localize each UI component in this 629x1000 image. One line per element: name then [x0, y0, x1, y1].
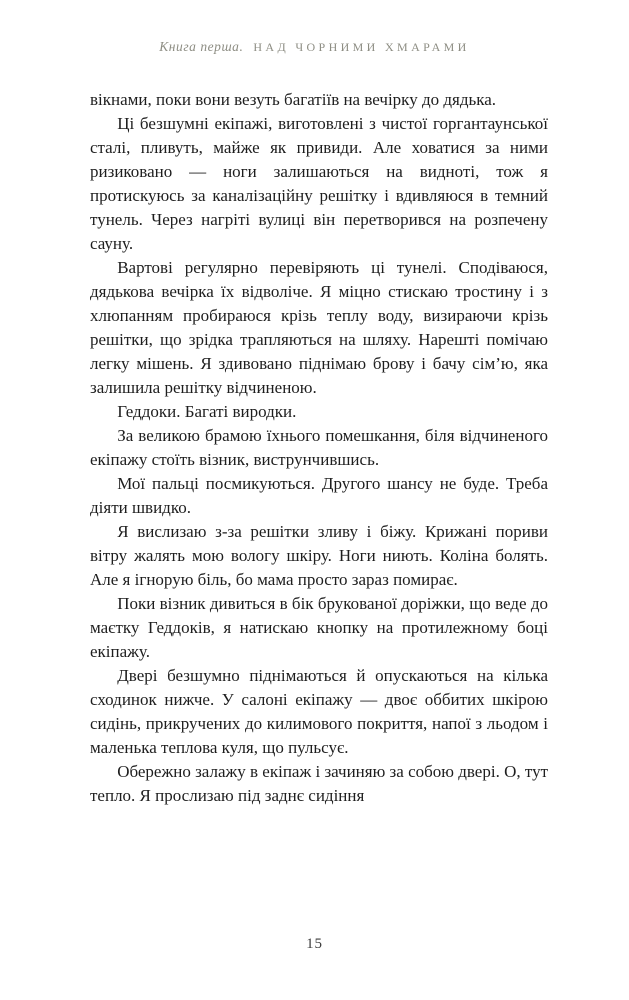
paragraph: вікнами, поки вони везуть багатіїв на вечірку до дядька.: [90, 90, 497, 109]
paragraph: Геддоки. Багаті виродки.: [117, 402, 297, 421]
paragraph: Вартові регулярно перевіряють ці тунелі. Сподіваюся, дядькова вечірка їх відволіче. Я міцно стискаю тростину і з хлюпанням пробираюся крізь теплу воду, визираючи крізь решітки, що зрідка трапляються на шляху. Нарешті помічаю легку мішень. Я здивовано піднімаю брову і бачу сім’ю, яка залишила решітку відчиненою.: [90, 258, 548, 397]
running-header: [0, 38, 629, 56]
paragraph: Я вислизаю з-за решітки зливу і біжу. Крижані пориви вітру жалять мою вологу шкіру. Ноги ниють. Коліна болять. Але я ігнорую біль, бо мама просто зараз помирає.: [90, 522, 548, 589]
book-label: Книга перша.: [159, 39, 244, 54]
paragraph: Мої пальці посмикуються. Другого шансу не буде. Треба діяти швидко.: [90, 474, 548, 517]
paragraph: Поки візник дивиться в бік брукованої доріжки, що веде до маєтку Геддоків, я натискаю кнопку на протилежному боці екіпажу.: [90, 594, 548, 661]
paragraph: Обережно залажу в екіпаж і зачиняю за собою двері. О, тут тепло. Я прослизаю під заднє сидіння: [90, 762, 548, 805]
part-title: НАД ЧОРНИМИ ХМАРАМИ: [253, 40, 470, 54]
page-body: [90, 88, 548, 808]
page-number: 15: [306, 936, 323, 952]
paragraph: Ці безшумні екіпажі, виготовлені з чистої горгантаунської сталі, пливуть, майже як привиди. Але ховатися за ними ризиковано — ноги залишаються на видноті, тож я протискуюсь за каналізаційну решітку і вдивляюся в темний тунель. Через нагріті вулиці він перетворився на розпечену сауну.: [90, 114, 548, 253]
paragraph: Двері безшумно піднімаються й опускаються на кілька сходинок нижче. У салоні екіпажу — двоє оббитих шкірою сидінь, прикручених до килимового покриття, напої з льодом і маленька теплова куля, що пульсує.: [90, 666, 548, 757]
paragraph: За великою брамою їхнього помешкання, біля відчиненого екіпажу стоїть візник, виструнчившись.: [90, 426, 548, 469]
